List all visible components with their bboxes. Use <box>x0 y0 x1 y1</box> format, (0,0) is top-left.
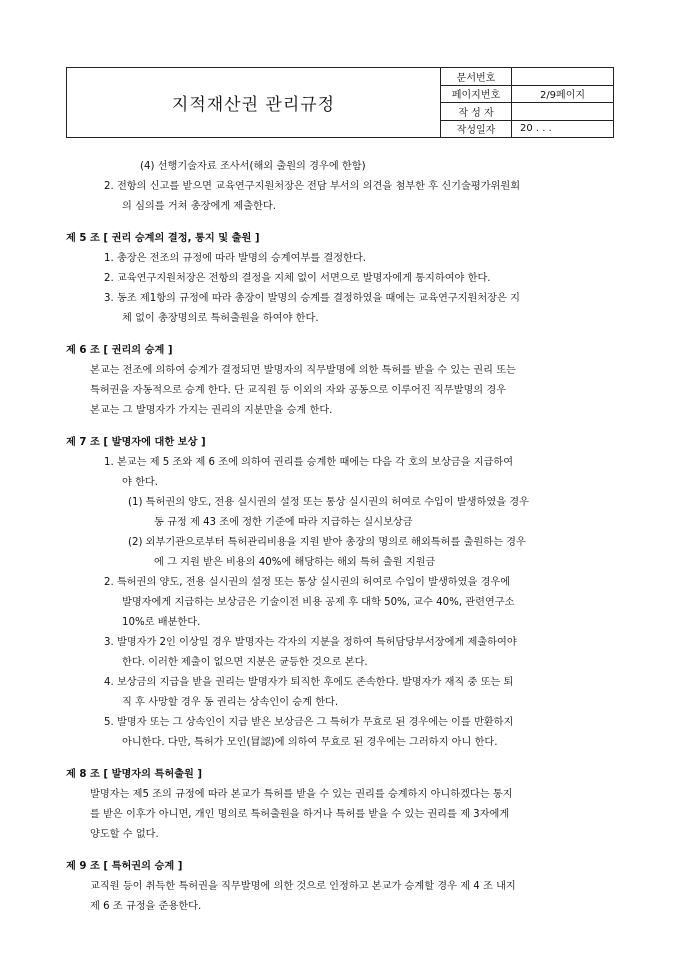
paragraph-line: 양도할 수 없다. <box>90 829 159 840</box>
paragraph-line: 본교는 전조에 의하여 승계가 결정되면 발명자의 직무발명에 의한 특허를 받을 수 있는 권리 또는 <box>90 365 516 376</box>
paragraph-line: 를 받은 이후가 아니면, 개인 명의로 특허출원을 하거나 특허를 받을 수 있는 권리를 제 3자에게 <box>90 809 510 820</box>
meta-value <box>512 103 613 120</box>
sub-list-item: (1) 특허권의 양도, 전용 실시권의 설정 또는 통상 실시권의 허여로 수입이 발생하였을 경우 <box>128 497 529 508</box>
sub-list-item-continuation: 에 그 지원 받은 비용의 40%에 해당하는 해외 특허 출원 지원금 <box>154 557 436 568</box>
article-5-heading: 제 5 조 [ 권리 승계의 결정, 통지 및 출원 ] <box>66 233 260 244</box>
list-item: 3. 동조 제1항의 규정에 따라 총장이 발명의 승계를 결정하였을 때에는 교육연구지원처장은 지 <box>104 293 520 304</box>
list-item: (4) 선행기술자료 조사서(해외 출원의 경우에 한함) <box>140 161 366 172</box>
meta-row-author <box>441 103 613 121</box>
article-8-heading: 제 8 조 [ 발명자의 특허출원 ] <box>66 769 203 780</box>
list-item-continuation: 의 심의를 거쳐 총장에게 제출한다. <box>122 201 276 212</box>
paragraph-line: 제 6 조 규정을 준용한다. <box>90 901 202 912</box>
list-item: 2. 교육연구지원처장은 전항의 결정을 지체 없이 서면으로 발명자에게 통지하여야 한다. <box>104 273 491 284</box>
list-item: 3. 발명자가 2인 이상일 경우 발명자는 각자의 지분을 정하여 특허담당부서장에게 제출하여야 <box>104 637 517 648</box>
list-item: 2. 특허권의 양도, 전용 실시권의 설정 또는 통상 실시권의 허여로 수입이 발생하였을 경우에 <box>104 577 511 588</box>
meta-row-page-number <box>441 86 613 104</box>
list-item: 4. 보상금의 지급을 받을 권리는 발명자가 퇴직한 후에도 존속한다. 발명자가 재직 중 또는 퇴 <box>104 677 514 688</box>
paragraph-line: 교직원 등이 취득한 특허권을 직무발명에 의한 것으로 인정하고 본교가 승계할 경우 제 4 조 내지 <box>90 881 516 892</box>
meta-key: 페이지번호 <box>441 86 512 103</box>
article-7-heading: 제 7 조 [ 발명자에 대한 보상 ] <box>66 437 206 448</box>
article-6-heading: 제 6 조 [ 권리의 승계 ] <box>66 345 173 356</box>
list-item-continuation: 직 후 사망할 경우 동 권리는 상속인이 승계 한다. <box>122 697 339 708</box>
list-item: 1. 총장은 전조의 규정에 따라 발명의 승계여부를 결정한다. <box>104 253 366 264</box>
paragraph-line: 본교는 그 발명자가 가지는 권리의 지분만을 승계 한다. <box>90 405 333 416</box>
document-body <box>66 157 618 917</box>
meta-key: 작성일자 <box>441 121 512 138</box>
meta-row-doc-number <box>441 68 613 86</box>
list-item-continuation: 발명자에게 지급하는 보상금은 기술이전 비용 공제 후 대학 50%, 교수 40%, 관련연구소 <box>122 597 515 608</box>
list-item-continuation: 한다. 이러한 제출이 없으면 지분은 균등한 것으로 본다. <box>122 657 368 668</box>
list-item: 5. 발명자 또는 그 상속인이 지급 받은 보상금은 그 특허가 무효로 된 경우에는 이를 반환하지 <box>104 717 514 728</box>
list-item-continuation: 아니한다. 다만, 특허가 모인(冒認)에 의하여 무효로 된 경우에는 그러하지 아니 한다. <box>122 737 498 748</box>
meta-row-date <box>441 121 613 138</box>
paragraph-line: 특허권을 자동적으로 승계 한다. 단 교직원 등 이외의 자와 공동으로 이루어진 직무발명의 경우 <box>90 385 507 396</box>
meta-value: 2/9페이지 <box>539 90 586 102</box>
list-item: 2. 전항의 신고를 받으면 교육연구지원처장은 전담 부서의 의견을 첨부한 후 신기술평가위원회 <box>104 181 521 192</box>
article-9-heading: 제 9 조 [ 특허권의 승계 ] <box>66 861 183 872</box>
list-item-continuation: 10%로 배분한다. <box>122 617 201 628</box>
sub-list-item: (2) 외부기관으로부터 특허관리비용을 지원 받아 총장의 명의로 해외특허를 출원하는 경우 <box>128 537 526 548</box>
paragraph-line: 발명자는 제5 조의 규정에 따라 본교가 특허를 받을 수 있는 권리를 승계하지 아니하겠다는 통지 <box>90 789 513 800</box>
meta-key: 작 성 자 <box>441 103 512 120</box>
sub-list-item-continuation: 동 규정 제 43 조에 정한 기준에 따라 지급하는 실시보상금 <box>154 517 413 528</box>
meta-value: 20 . . . <box>520 123 552 135</box>
list-item-continuation: 야 한다. <box>122 477 158 488</box>
document-meta <box>441 68 613 137</box>
document-header-table <box>66 67 614 138</box>
list-item: 1. 본교는 제 5 조와 제 6 조에 의하여 권리를 승계한 때에는 다음 각 호의 보상금을 지급하여 <box>104 457 514 468</box>
meta-value <box>512 68 613 85</box>
document-title: 지적재산권 관리규정 <box>67 68 441 137</box>
meta-key: 문서번호 <box>441 68 512 85</box>
list-item-continuation: 체 없이 총장명의로 특허출원을 하여야 한다. <box>122 313 319 324</box>
